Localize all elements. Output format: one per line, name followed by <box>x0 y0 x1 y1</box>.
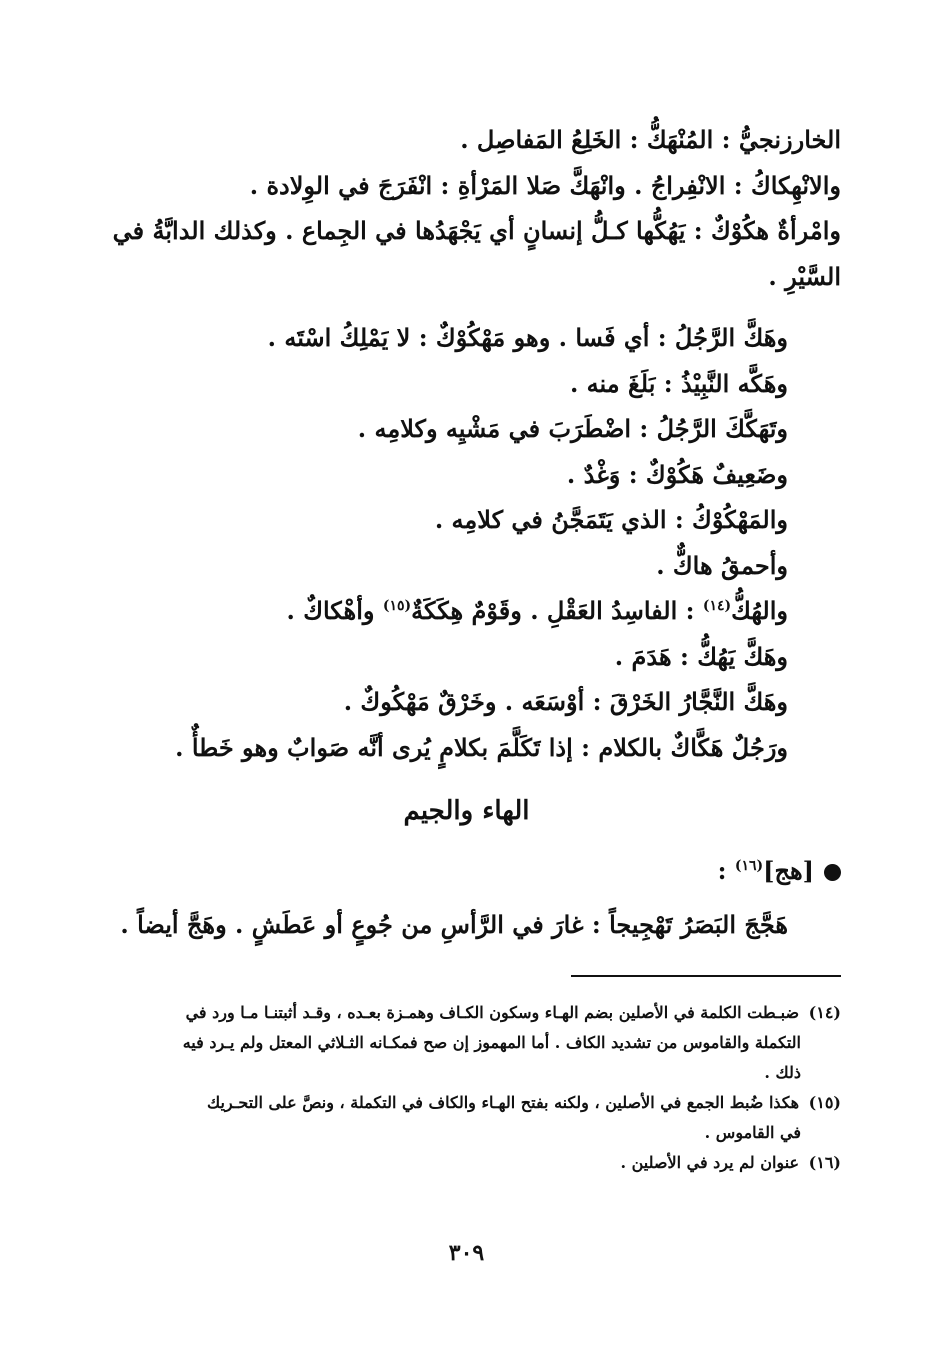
bullet-icon <box>824 864 841 881</box>
entry-line: وهَكَّ الرَّجُلُ : أي فَسا . وهو مَهْكُوْكٌ : لا يَمْلِكُ اسْتَه . <box>267 323 788 352</box>
footnote-14 <box>93 998 841 1028</box>
footnote-number: (١٦) <box>808 1153 841 1172</box>
footnote-text: ضبـطت الكلمة في الأصلين بضم الهـاء وسكون الكـاف وهمـزة بعـده ، وقـد أثبتنـا مـا ورد في <box>185 1003 800 1022</box>
entry-line: السَّيْرِ . <box>768 261 841 291</box>
entry-line: وهَكَّ يَهُكُّ : هَدَمَ . <box>614 641 788 671</box>
entry-line: وامْرأةٌ هكُوْكٌ : يَهُكُّها كـلُّ إنسانٍ أي يَجْهَدُها في الجِماع . وكذلك الدابَّةُ في <box>112 216 841 245</box>
entry-line: وضَعِيفٌ هَكُوْكٌ : وَغْدٌ . <box>566 459 788 489</box>
entry-line-with-notes <box>88 596 788 645</box>
footnote-continuation: في القاموس . <box>704 1123 801 1142</box>
entry-line: الخارزنجيُّ : المُنْهَكُّ : الخَلِعُ المَفاصِل . <box>460 125 841 154</box>
entry-line: وأحمقُ هاكٌّ . <box>656 550 788 580</box>
footnote-number: (١٥) <box>808 1093 841 1112</box>
root-definition: هَجَّجَ البَصَرُ تَهْجِيجاً : غارَ في الرَّأسِ من جُوعٍ أو عَطَشٍ . وهَجَّ أيضاً . <box>120 910 788 939</box>
footnote-continuation: ذلك . <box>764 1063 801 1082</box>
footnote-15 <box>93 1088 841 1118</box>
entry-line: ورَجُلٌ هَكَّاكٌ بالكلام : إذا تَكَلَّمَ بكلامٍ يُرى أنَّه صَوابٌ وهو خَطأٌ . <box>175 732 788 762</box>
footnote-ref-15[interactable]: (١٥) <box>382 598 412 614</box>
footnote-continuation: التكملة والقاموس من تشديد الكاف . أما المهموز إن صح فمكـانه الثـلاثي المعتل ولم يـرد فيه <box>182 1033 801 1052</box>
footnote-16 <box>93 1148 841 1178</box>
footnote-ref-16[interactable]: (١٦) <box>734 858 764 874</box>
entries-paragraph-2 <box>88 323 788 781</box>
section-heading: الهاء والجيم <box>403 796 530 826</box>
root-label: [هج] <box>763 856 814 885</box>
root-colon: : <box>717 856 735 885</box>
footnote-ref-14[interactable]: (١٤) <box>702 598 732 614</box>
entries-paragraph-1 <box>81 125 841 310</box>
entry-headword: والهُكُّ <box>731 596 788 625</box>
entry-text: : الفاسِدُ العَقْلِ . وقَوْمٌ هِكَكَةٌ <box>411 596 703 625</box>
entry-text: وأهْكاكٌ . <box>286 596 383 625</box>
entry-line: وهَكَّ النَّجَّارُ الخَرْقَ : أوْسَعَه . وخَرْقٌ مَهْكُوكٌ . <box>343 687 788 716</box>
footnotes <box>93 998 841 1178</box>
footnote-number: (١٤) <box>808 1003 841 1022</box>
footnote-divider <box>571 975 841 977</box>
footnote-text: هكذا ضُبط الجمع في الأصلين ، ولكنه بفتح الهـاء والكاف في التكملة ، ونصَّ على التحـريك <box>206 1093 800 1112</box>
footnote-text: عنوان لم يرد في الأصلين . <box>620 1153 800 1172</box>
page-number: ٣٠٩ <box>448 1240 485 1266</box>
entry-line: والمَهْكُوْكُ : الذي يَتَمَجَّنُ في كلامِه . <box>434 505 788 534</box>
entry-line: وتَهَكَّكَ الرَّجُلُ : اضْطَرَبَ في مَشْيِه وكلامِه . <box>357 414 788 443</box>
root-entry <box>718 856 841 885</box>
entry-line: والانْهِكاكُ : الانْفِراجُ . وانْهَكَّ صَلا المَرْأةِ : انْفَرَجَ في الوِلادة . <box>249 170 841 200</box>
entry-line: وهَكَّه النَّبِيْذُ : بَلَغَ منه . <box>569 368 788 398</box>
